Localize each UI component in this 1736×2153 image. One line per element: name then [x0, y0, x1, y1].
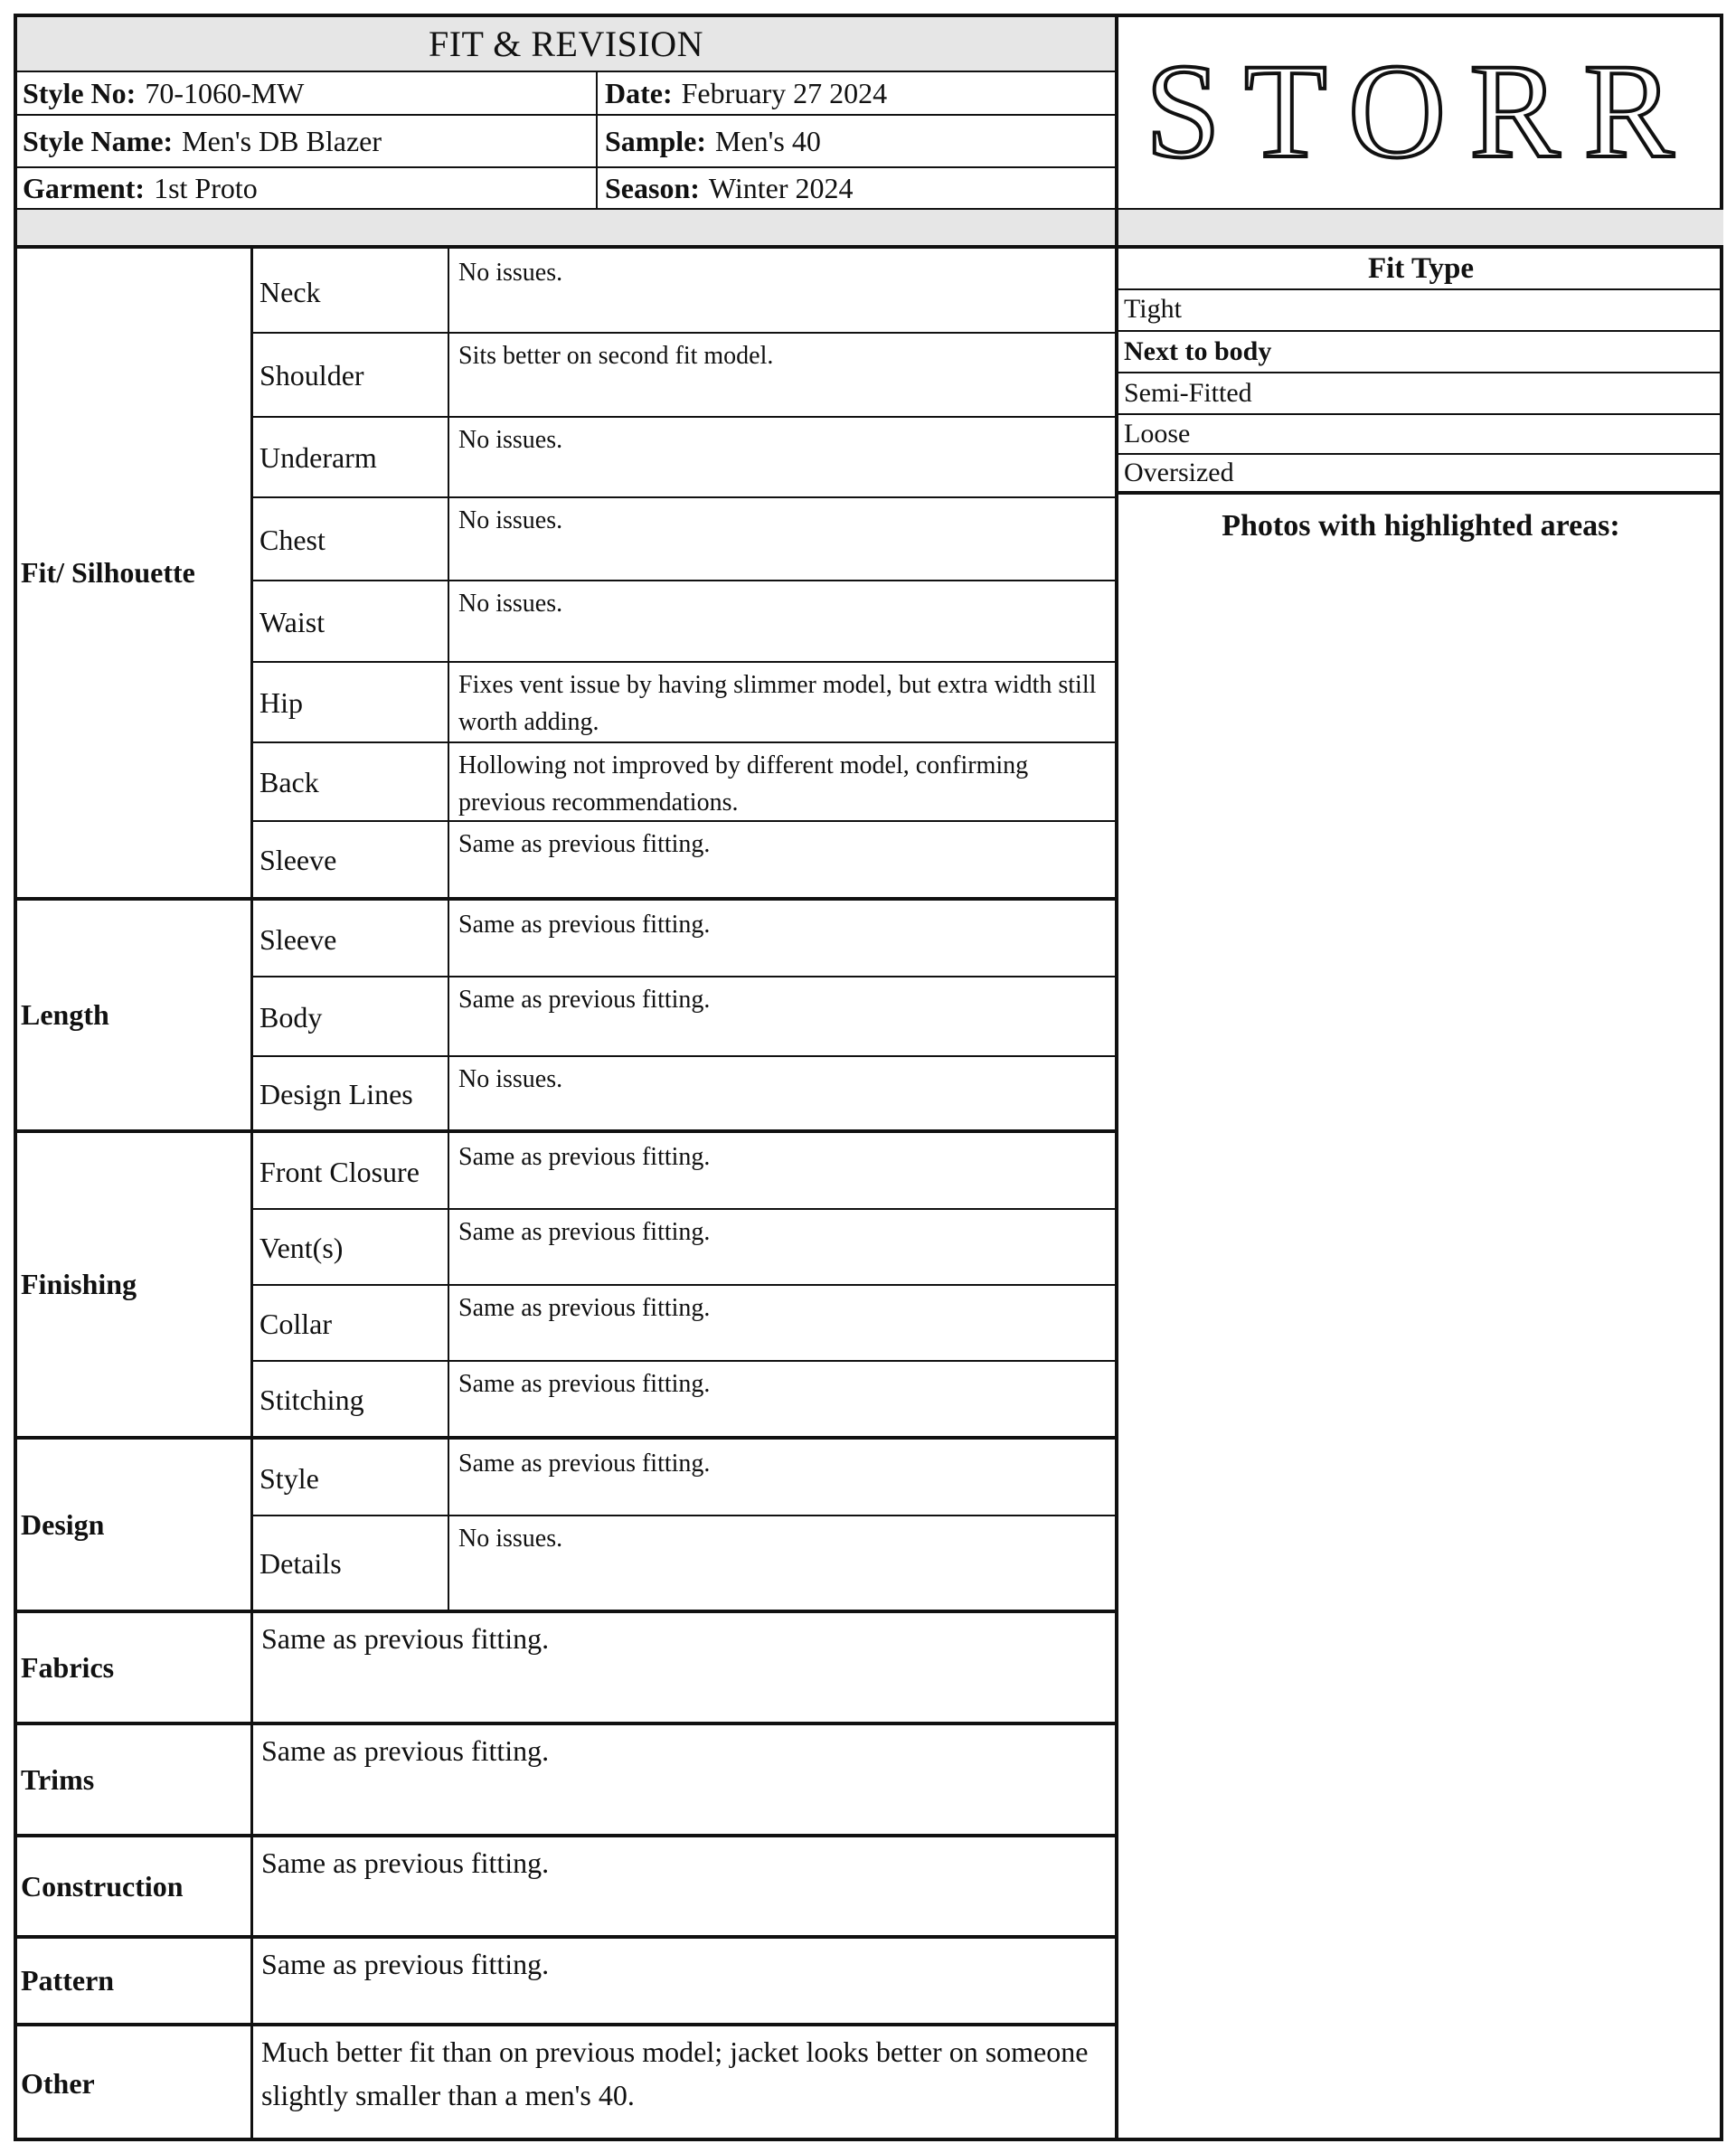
style-name-label: Style Name:: [23, 124, 174, 157]
date-label: Date:: [605, 76, 673, 109]
item-label-shoulder: Shoulder: [259, 359, 364, 392]
rule-h: [17, 2023, 1115, 2026]
item-comment-back: Hollowing not improved by different model, confirming previous recommendations.: [458, 751, 1029, 817]
rule-h: [17, 1935, 1115, 1939]
style-name-field: [17, 116, 601, 166]
svg-text:STORR: STORR: [1145, 40, 1697, 185]
rule-h: [1118, 413, 1723, 415]
rule-v: [250, 2026, 253, 2141]
rule-h: [17, 166, 1115, 168]
item-label-sleeve: Sleeve: [259, 844, 337, 876]
item-label-sleeve: Sleeve: [259, 923, 337, 956]
rule-v: [250, 1939, 253, 2023]
garment-field: [17, 168, 601, 208]
item-comment-style: Same as previous fitting.: [458, 1449, 711, 1478]
rule-v: [250, 1440, 253, 1610]
rule-v: [250, 1613, 253, 1722]
photos-heading: Photos with highlighted areas:: [1222, 509, 1620, 543]
spacer-band-right: [1118, 210, 1723, 245]
sample-label: Sample:: [605, 124, 706, 157]
section-label-fit-silhouette: Fit/ Silhouette: [21, 556, 195, 589]
page-title: FIT & REVISION: [428, 24, 704, 64]
rule-h: [17, 897, 1115, 901]
rule-v: [1115, 17, 1118, 2141]
season-value: Winter 2024: [708, 171, 854, 204]
rule-v: [250, 1133, 253, 1436]
style-no-field: [17, 72, 601, 114]
item-label-vent-s: Vent(s): [259, 1231, 344, 1264]
item-comment-chest: No issues.: [458, 506, 563, 534]
item-comment-waist: No issues.: [458, 590, 563, 618]
rule-h: [1118, 288, 1723, 290]
rule-h: [1118, 330, 1723, 332]
rule-h: [250, 1515, 1115, 1516]
rule-h: [250, 580, 1115, 581]
rule-h: [17, 1436, 1115, 1440]
section-label-other: Other: [21, 2067, 95, 2100]
spacer-band-left: [17, 210, 1115, 245]
rule-v: [250, 1837, 253, 1935]
rule-v: [448, 1133, 449, 1436]
section-label-finishing: Finishing: [21, 1268, 137, 1300]
item-label-neck: Neck: [259, 275, 321, 308]
item-comment-vent-s: Same as previous fitting.: [458, 1218, 711, 1246]
storr-logo: [1132, 41, 1711, 185]
rule-h: [17, 1129, 1115, 1133]
section-comment-fabrics: Same as previous fitting.: [261, 1622, 550, 1655]
style-no-label: Style No:: [23, 76, 137, 109]
item-label-style: Style: [259, 1462, 319, 1495]
item-comment-front-closure: Same as previous fitting.: [458, 1143, 711, 1171]
rule-h: [1118, 372, 1723, 373]
style-no-value: 70-1060-MW: [145, 76, 305, 109]
item-label-stitching: Stitching: [259, 1383, 364, 1416]
item-comment-body: Same as previous fitting.: [458, 986, 711, 1014]
season-label: Season:: [605, 171, 700, 204]
fit-option-oversized: Oversized: [1124, 458, 1234, 487]
rule-h: [17, 1722, 1115, 1725]
fit-type-heading: Fit Type: [1367, 251, 1475, 285]
date-field: [599, 72, 1120, 114]
rule-h: [17, 245, 1723, 249]
date-value: February 27 2024: [681, 76, 888, 109]
section-comment-other: Much better fit than on previous model; jacket looks better on someone slightly smaller than a men's 40.: [261, 2035, 1089, 2111]
item-comment-neck: No issues.: [458, 259, 563, 287]
item-comment-shoulder: Sits better on second fit model.: [458, 342, 774, 370]
rule-v: [596, 71, 598, 208]
item-label-details: Details: [259, 1547, 342, 1580]
rule-v: [250, 901, 253, 1129]
section-comment-construction: Same as previous fitting.: [261, 1846, 550, 1879]
section-comment-pattern: Same as previous fitting.: [261, 1948, 550, 1980]
item-label-body: Body: [259, 1000, 323, 1034]
section-label-design: Design: [21, 1507, 105, 1541]
item-comment-stitching: Same as previous fitting.: [458, 1370, 711, 1398]
rule-v: [448, 1440, 449, 1610]
rule-h: [17, 1834, 1115, 1837]
rule-h: [250, 741, 1115, 743]
item-comment-sleeve: Same as previous fitting.: [458, 911, 711, 939]
item-label-chest: Chest: [259, 523, 326, 556]
rule-h: [17, 1610, 1115, 1613]
item-label-waist: Waist: [259, 605, 326, 638]
season-field: [599, 168, 1120, 208]
sample-field: [599, 116, 1120, 166]
rule-h: [17, 71, 1115, 72]
rule-h: [1118, 491, 1723, 495]
item-label-underarm: Underarm: [259, 441, 377, 474]
rule-h: [250, 1055, 1115, 1057]
item-label-collar: Collar: [259, 1307, 332, 1340]
item-comment-details: No issues.: [458, 1525, 563, 1553]
rule-h: [250, 661, 1115, 663]
garment-value: 1st Proto: [154, 171, 258, 204]
sample-value: Men's 40: [715, 124, 821, 157]
garment-label: Garment:: [23, 171, 146, 204]
fit-option-loose: Loose: [1124, 419, 1191, 449]
item-comment-hip: Fixes vent issue by having slimmer model, but extra width still worth adding.: [458, 671, 1097, 736]
style-name-value: Men's DB Blazer: [182, 124, 382, 157]
item-comment-sleeve: Same as previous fitting.: [458, 830, 711, 858]
fit-option-tight: Tight: [1124, 294, 1182, 324]
item-label-back: Back: [259, 766, 319, 798]
brand-logo: [1118, 17, 1723, 208]
rule-h: [17, 114, 1115, 116]
item-comment-collar: Same as previous fitting.: [458, 1294, 711, 1322]
fit-option-semi-fitted: Semi-Fitted: [1124, 378, 1252, 408]
rule-v: [250, 249, 253, 897]
rule-h: [250, 1360, 1115, 1362]
rule-h: [1118, 453, 1723, 455]
rule-v: [250, 1725, 253, 1834]
item-label-hip: Hip: [259, 686, 303, 719]
fit-revision-sheet: [14, 14, 1723, 2141]
item-comment-underarm: No issues.: [458, 426, 563, 454]
section-label-trims: Trims: [21, 1762, 95, 1796]
item-label-front-closure: Front Closure: [259, 1156, 420, 1188]
rule-h: [250, 820, 1115, 822]
section-label-construction: Construction: [21, 1869, 184, 1903]
section-label-length: Length: [21, 998, 109, 1031]
rule-h: [250, 416, 1115, 418]
rule-h: [250, 1208, 1115, 1210]
fit-option-next-to-body: Next to body: [1124, 336, 1272, 366]
rule-h: [250, 496, 1115, 498]
item-comment-design-lines: No issues.: [458, 1065, 563, 1093]
rule-h: [250, 332, 1115, 334]
section-label-pattern: Pattern: [21, 1964, 115, 1997]
rule-v: [448, 249, 449, 897]
rule-h: [250, 976, 1115, 977]
section-comment-trims: Same as previous fitting.: [261, 1734, 550, 1767]
section-label-fabrics: Fabrics: [21, 1650, 115, 1684]
rule-h: [17, 208, 1723, 210]
rule-h: [250, 1284, 1115, 1286]
rule-v: [448, 901, 449, 1129]
item-label-design-lines: Design Lines: [259, 1077, 413, 1110]
